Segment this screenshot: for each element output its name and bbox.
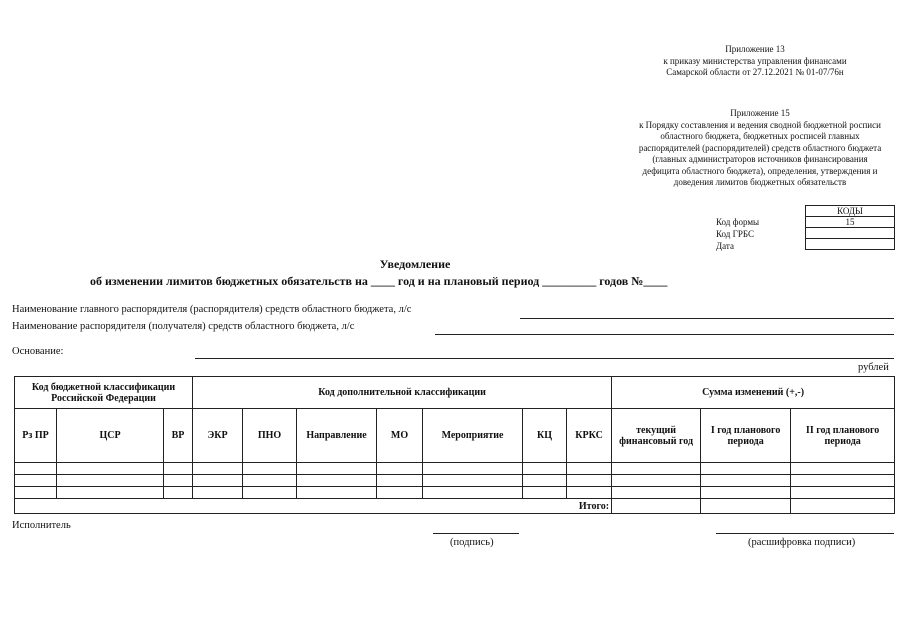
codes-title: КОДЫ: [806, 206, 895, 217]
table-cell[interactable]: [791, 463, 895, 475]
currency-label: рублей: [858, 362, 889, 373]
header-sum-changes: Сумма изменений (+,-): [612, 377, 895, 409]
appendix-15-line: Приложение 15: [730, 108, 790, 118]
table-cell[interactable]: [377, 475, 423, 487]
table-cell[interactable]: [193, 475, 243, 487]
table-cell[interactable]: [193, 487, 243, 499]
table-cell[interactable]: [57, 487, 164, 499]
basis-field[interactable]: [195, 358, 894, 359]
document-title: [0, 257, 800, 272]
table-cell[interactable]: [15, 487, 57, 499]
limits-table: [14, 376, 895, 514]
table-cell[interactable]: [164, 475, 193, 487]
table-cell[interactable]: [57, 475, 164, 487]
total-cell[interactable]: [791, 499, 895, 514]
code-value-grbs[interactable]: [806, 228, 895, 239]
table-cell[interactable]: [701, 487, 791, 499]
table-cell[interactable]: [164, 487, 193, 499]
table-cell[interactable]: [15, 463, 57, 475]
total-label: Итого:: [15, 499, 612, 514]
appendix-15-line: (главных администраторов источников финансирования: [652, 154, 868, 164]
table-row: [15, 463, 895, 475]
table-cell[interactable]: [612, 487, 701, 499]
manager-field[interactable]: [435, 334, 894, 335]
main-manager-field[interactable]: [520, 318, 894, 319]
signature-decoding-field[interactable]: [716, 533, 894, 534]
table-cell[interactable]: [423, 475, 523, 487]
appendix-15-line: доведения лимитов бюджетных обязательств: [673, 177, 847, 187]
table-cell[interactable]: [57, 463, 164, 475]
table-cell[interactable]: [297, 463, 377, 475]
appendix-13-line: к приказу министерства управления финансами: [663, 55, 847, 66]
signature-decoding-caption: (расшифровка подписи): [748, 537, 856, 548]
col-rz-pr: Рз ПР: [15, 409, 57, 463]
header-additional-code: Код дополнительной классификации: [193, 377, 612, 409]
table-cell[interactable]: [15, 475, 57, 487]
header-budget-code: Код бюджетной классификации Российской Федерации: [15, 377, 193, 409]
table-cell[interactable]: [193, 463, 243, 475]
code-label-date: Дата: [716, 241, 734, 251]
table-cell[interactable]: [612, 475, 701, 487]
col-direction: Направление: [297, 409, 377, 463]
table-cell[interactable]: [701, 475, 791, 487]
codes-labels: [716, 216, 759, 252]
executor-label: Исполнитель: [12, 520, 71, 531]
code-value-date[interactable]: [806, 239, 895, 250]
col-current-year: текущий финансовый год: [612, 409, 701, 463]
table-cell[interactable]: [164, 463, 193, 475]
appendix-13-line: Самарской области от 27.12.2021 № 01-07/76н: [666, 67, 844, 77]
table-row: [15, 487, 895, 499]
table-cell[interactable]: [243, 487, 297, 499]
signature-caption: (подпись): [450, 537, 494, 548]
appendix-15-line: распорядителей (распорядителей) средств областного бюджета: [638, 142, 882, 153]
table-cell[interactable]: [567, 487, 612, 499]
col-event: Мероприятие: [423, 409, 523, 463]
table-cell[interactable]: [297, 475, 377, 487]
table-cell[interactable]: [701, 463, 791, 475]
appendix-13-line: Приложение 13: [725, 44, 785, 54]
code-label-grbs: Код ГРБС: [716, 229, 754, 239]
codes-table: [805, 205, 895, 250]
appendix-15-line: областного бюджета, бюджетных росписей главных: [660, 131, 860, 141]
table-cell[interactable]: [423, 487, 523, 499]
code-value-form[interactable]: 15: [806, 217, 895, 228]
appendix-15-line: дефицита областного бюджета), определения, утверждения и: [642, 165, 878, 176]
col-pno: ПНО: [243, 409, 297, 463]
table-row: [15, 475, 895, 487]
manager-label: Наименование распорядителя (получателя) средств областного бюджета, л/с: [12, 321, 355, 332]
total-cell[interactable]: [701, 499, 791, 514]
main-manager-label: Наименование главного распорядителя (распорядителя) средств областного бюджета, л/с: [12, 304, 412, 315]
col-mo: МО: [377, 409, 423, 463]
table-cell[interactable]: [567, 475, 612, 487]
table-cell[interactable]: [523, 475, 567, 487]
table-cell[interactable]: [523, 463, 567, 475]
appendix-15-block: [620, 108, 900, 189]
col-plan-year-2: II год планового периода: [791, 409, 895, 463]
table-cell[interactable]: [612, 463, 701, 475]
table-cell[interactable]: [791, 475, 895, 487]
col-plan-year-1: I год планового периода: [701, 409, 791, 463]
col-vr: ВР: [164, 409, 193, 463]
col-kc: КЦ: [523, 409, 567, 463]
table-cell[interactable]: [567, 463, 612, 475]
appendix-15-line: к Порядку составления и ведения сводной бюджетной росписи: [639, 119, 881, 130]
total-cell[interactable]: [612, 499, 701, 514]
table-cell[interactable]: [377, 487, 423, 499]
table-cell[interactable]: [297, 487, 377, 499]
document-subtitle: об изменении лимитов бюджетных обязательств на ____ год и на плановый период _________ годов №____: [90, 274, 668, 288]
appendix-13-block: [640, 44, 870, 79]
total-row: [15, 499, 895, 514]
table-cell[interactable]: [523, 487, 567, 499]
table-cell[interactable]: [423, 463, 523, 475]
title-line-1: Уведомление: [379, 257, 451, 271]
table-cell[interactable]: [243, 463, 297, 475]
table-cell[interactable]: [377, 463, 423, 475]
col-csr: ЦСР: [57, 409, 164, 463]
col-ekr: ЭКР: [193, 409, 243, 463]
table-cell[interactable]: [243, 475, 297, 487]
code-label-form: Код формы: [716, 217, 760, 227]
basis-label: Основание:: [12, 346, 64, 357]
col-krks: КРКС: [567, 409, 612, 463]
signature-field[interactable]: [433, 533, 519, 534]
table-cell[interactable]: [791, 487, 895, 499]
